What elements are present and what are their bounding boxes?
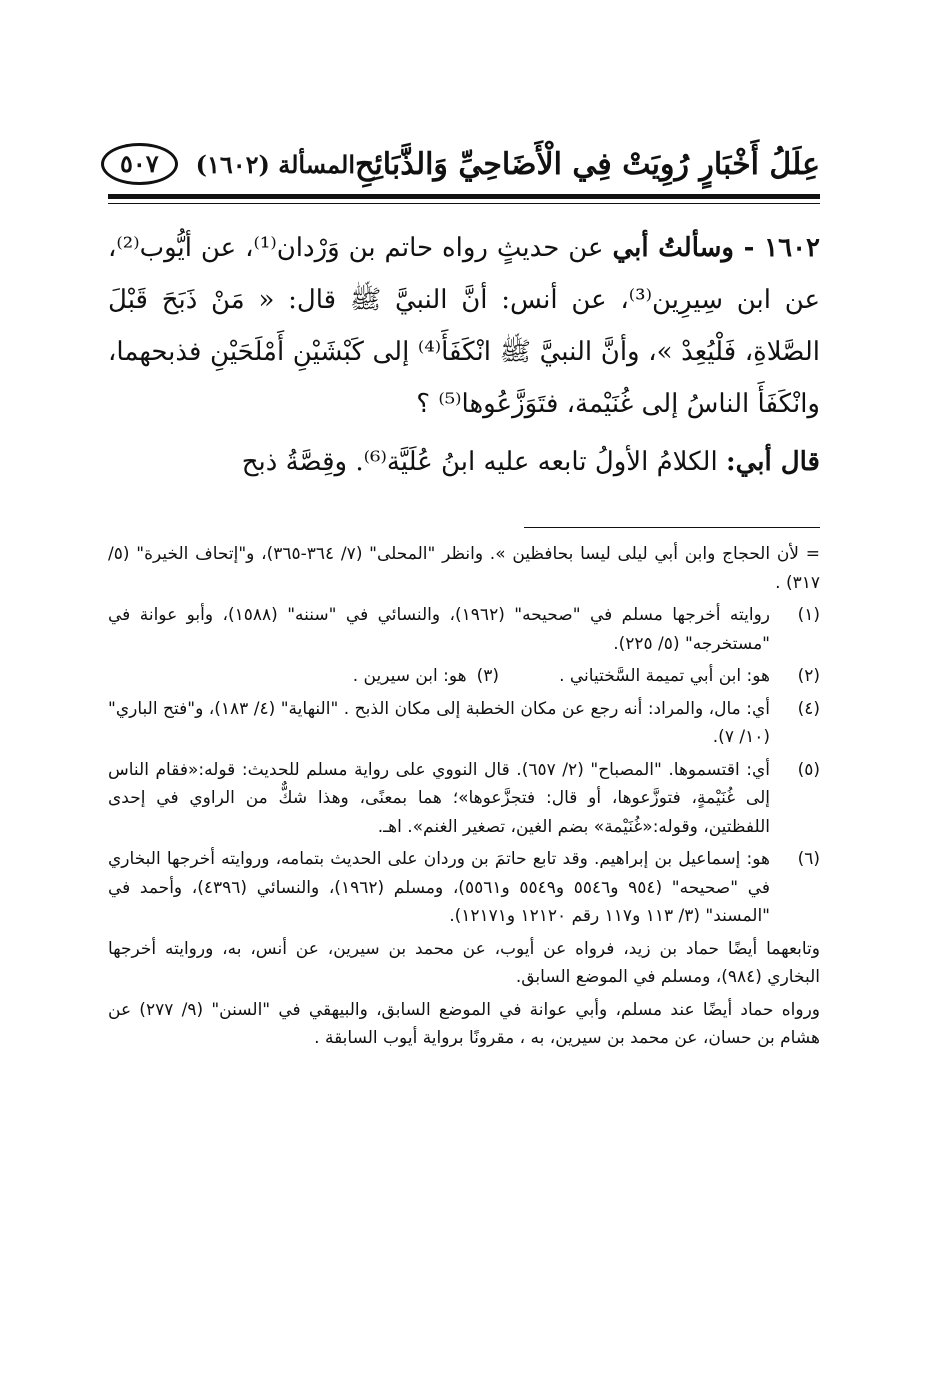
footnote-number: (٦): [797, 849, 820, 869]
footnote-text: هو: ابن أبي تميمة السَّختياني .: [559, 666, 770, 686]
footnote-extra: ورواه حماد أيضًا عند مسلم، وأبي عوانة في الموضع السابق، والبيهقي في "السنن" (٩/ ٢٧٧) عن هشام بن حسان، عن محمد بن سيرين، به ، مقرونًا برواية أيوب السابقة .: [108, 999, 820, 1048]
question-text: عن حديثٍ رواه حاتم بن وَرْدان⁽¹⁾، عن أيُّوب⁽²⁾، عن ابن سِيرِين⁽³⁾، عن أنس: أنَّ النبيَّ ﷺ قال: « مَنْ ذَبَحَ قَبْلَ الصَّلاةِ، فَلْيُعِدْ »، وأنَّ النبيَّ ﷺ انْكَفَأَ⁽⁴⁾ إلى كَبْشَيْنِ أَمْلَحَيْنِ فذبحهما، وانْكَفَأَ الناسُ إلى غُنَيْمة، فتَوَزَّعُوها⁽⁵⁾ ؟: [108, 233, 820, 419]
header-rule-thick: [108, 194, 820, 199]
footnote-pair: [108, 662, 820, 691]
footnote-text: هو: ابن سيرين .: [352, 666, 467, 686]
answer-lead: قال أبي:: [725, 447, 820, 477]
footnote-number: (٢): [797, 666, 820, 686]
footnote-extra: وتابعهما أيضًا حماد بن زيد، فرواه عن أيوب، عن محمد بن سيرين، عن أنس، به، وروايته أخرجها البخاري (٩٨٤)، ومسلم في الموضع السابق.: [108, 938, 820, 987]
book-title: عِلَلُ أَخْبَارٍ رُوِيَتْ فِي الْأَضَاحِيِّ وَالذَّبَائِحِ: [355, 146, 820, 182]
footnote-text: هو: إسماعيل بن إبراهيم. وقد تابع حاتمَ بن وردان على الحديث بتمامه، وروايته أخرجها البخاري في "صحيحه" (٩٥٤ و٥٥٤٦ و٥٥٤٩ و٥٥٦١)، ومسلم (١٩٦٢)، والنسائي (٤٣٩٦)، وأحمد في "المسند" (٣/ ١١٣ و١١٧ رقم ١٢١٢٠ و١٢١٧١).: [108, 849, 770, 926]
main-text: [108, 222, 820, 488]
footnote: [108, 845, 820, 931]
header-rule-thin: [108, 203, 820, 204]
answer-text: الكلامُ الأولُ تابعه عليه ابنُ عُلَيَّة⁽⁶⁾. وقِصَّةُ ذبح: [241, 447, 718, 477]
footnote-number: (٥): [797, 759, 820, 780]
footnotes: [108, 540, 820, 1057]
footnote-continuation: = لأن الحجاج وابن أبي ليلى ليسا بحافظين ». وانظر "المحلى" (٧/ ٣٦٤-٣٦٥)، و"إتحاف الخيرة" (٥/ ٣١٧) .: [108, 544, 820, 593]
footnote: [108, 756, 820, 842]
running-header: [108, 140, 820, 188]
paragraph-question: [108, 222, 820, 430]
issue-label: المسألة (١٦٠٢): [195, 149, 355, 179]
question-lead: ١٦٠٢ - وسألتُ أبي: [612, 233, 821, 263]
footnote: [108, 601, 820, 658]
footnote-text: أي: اقتسموها. "المصباح" (٢/ ٦٥٧). قال النووي على رواية مسلم للحديث: قوله:«فقام الناس إلى غُنَيْمةٍ، فتوزَّعوها، أو قال: فتجزَّعوها»؛ هما بمعنًى، وهذا شكٌّ من الراوي في إحدى اللفظتين، وقوله:«غُنَيْمة» بضم الغين، تصغير الغنم». اهـ.: [108, 759, 770, 837]
footnote-number: (١): [797, 605, 820, 625]
page-number: ٥٠٧: [101, 143, 178, 185]
footnote-separator: [524, 527, 820, 528]
footnote-number: (٣): [476, 666, 500, 686]
footnote-number: (٤): [797, 698, 820, 719]
footnote: [108, 695, 820, 752]
footnote-text: روايته أخرجها مسلم في "صحيحه" (١٩٦٢)، والنسائي في "سننه" (١٥٨٨)، وأبو عوانة في "مستخرجه" (٥/ ٢٢٥).: [108, 605, 770, 654]
footnote-text: أي: مال، والمراد: أنه رجع عن مكان الخطبة إلى مكان الذبح . "النهاية" (٤/ ١٨٣)، و"فتح الباري" (١٠/ ٧).: [108, 698, 770, 747]
header-meta: [101, 143, 355, 185]
paragraph-answer: [108, 436, 820, 488]
